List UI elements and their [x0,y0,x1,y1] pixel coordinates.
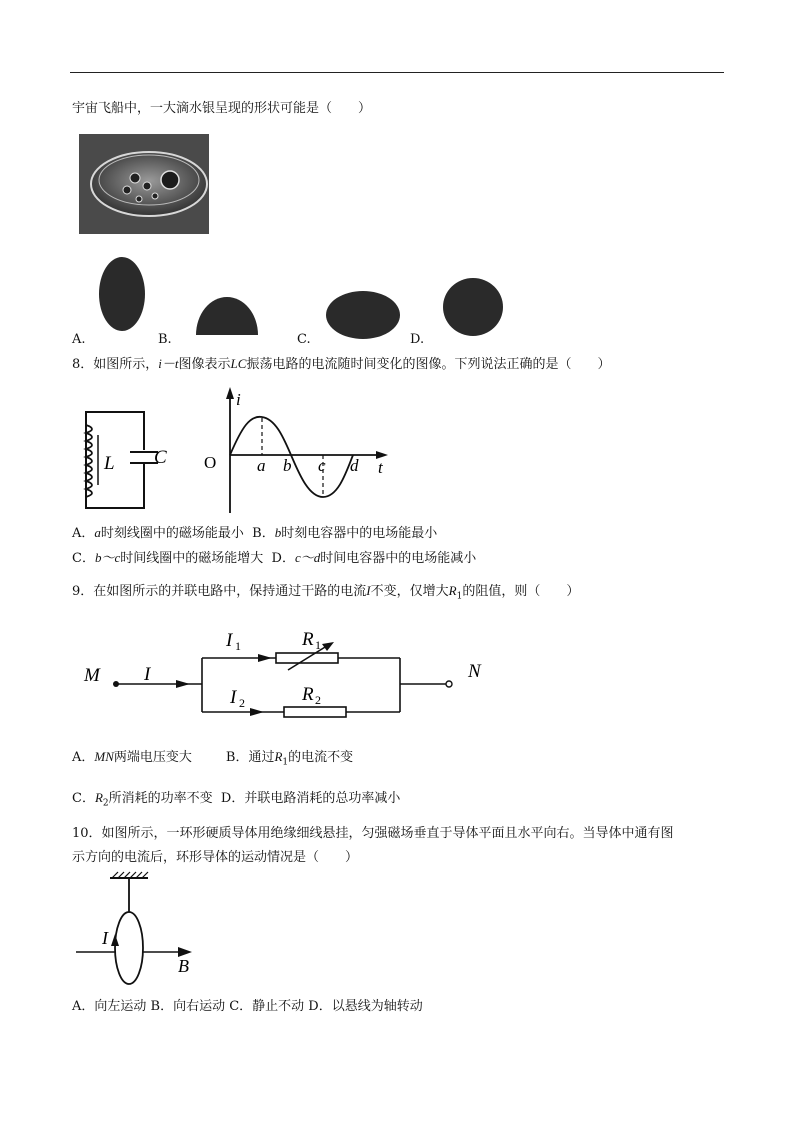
tick-a-label: a [257,456,266,475]
q8-options-row1 [72,525,437,542]
q9-opt-c-text: 所消耗的功率不变 [108,791,213,806]
tick-c-label: c [318,456,326,475]
branch2-current-sub: 2 [239,696,245,710]
q9-options-row1 [72,749,353,771]
q8-number: 8．如图所示， [72,357,159,372]
q8-lc: LC [230,356,247,371]
q8-opt-a-var: a [94,525,101,540]
ring-conductor-diagram [72,872,202,992]
q8-opt-b-var: b [274,525,282,540]
r2-label: R [302,684,314,705]
q7-option-b: B. [158,332,172,347]
q8-rest: 振荡电路的电流随时间变化的图像。下列说法正确的是（ ） [246,357,611,372]
q9-opt-b-var: R [274,749,283,764]
node-M-label: M [84,665,100,686]
q7-option-d: D. [410,332,425,347]
tick-d-label: d [350,456,359,475]
q8-opt-c-text: 时间线圈中的磁场能增大 [120,551,264,566]
r2-sub: 2 [315,693,321,707]
lc-circuit-diagram [78,405,178,515]
q8-opt-a-text: 时刻线圈中的磁场能最小 [100,526,244,541]
axis-t-label: t [378,458,383,477]
q8-opt-d-var: c～d [294,550,321,565]
q8-stem [72,356,610,373]
q8-opt-a-prefix: A． [72,526,95,541]
q7-option-c: C. [297,332,311,347]
q9-options-row2 [72,790,400,812]
q8-opt-c-prefix: C． [72,551,95,566]
capacitor-label: C [154,447,167,468]
mercury-dish-photo [79,134,209,234]
tick-b-label: b [283,456,292,475]
origin-label: O [204,453,217,472]
q9-stem-R-sub: 1 [456,591,463,602]
q8-opt-d-text: 时间电容器中的电场能减小 [320,551,477,566]
q9-stem [72,583,579,605]
q7-option-a: A. [72,332,86,347]
q9-opt-c-var: R [94,790,103,805]
q10-stem-line1: 10．如图所示，一环形硬质导体用绝缘细线悬挂，匀强磁场垂直于导体平面且水平向右。当导体中通有图 [72,826,674,841]
r1-label: R [302,629,314,650]
current-time-graph [200,385,400,515]
r1-sub: 1 [315,638,321,652]
parallel-circuit-diagram [78,620,498,730]
branch1-current-label: I [226,630,233,651]
header-rule [70,72,724,73]
q9-opt-b-text: 的电流不变 [288,750,354,765]
q9-opt-c-prefix: C． [72,791,95,806]
q9-opt-a-text: 两端电压变大 [113,750,192,765]
q9-opt-c-sub: 2 [102,798,109,809]
q10-stem-line2: 示方向的电流后，环形导体的运动情况是（ ） [72,850,359,865]
q9-opt-d-text: D．并联电路消耗的总功率减小 [220,791,401,806]
q8-opt-c-var: b～c [94,550,121,565]
q9-opt-b-prefix: B．通过 [225,750,275,765]
q7-stem: 宇宙飞船中，一大滴水银呈现的形状可能是（ ） [72,101,372,116]
field-B-label: B [178,956,189,976]
q10-options: A．向左运动 B．向右运动 C．静止不动 D．以悬线为轴转动 [72,999,423,1014]
branch2-current-label: I [230,687,237,708]
branch1-current-sub: 1 [235,639,241,653]
q8-opt-b-text: 时刻电容器中的电场能最小 [281,526,438,541]
axis-i-label: i [236,390,241,409]
q9-stem-pre: 9．在如图所示的并联电路中，保持通过干路的电流 [72,584,367,599]
q9-opt-a-var: MN [94,749,114,764]
q8-mid: 图像表示 [178,357,231,372]
q9-stem-mid: 不变，仅增大 [370,584,449,599]
q9-opt-a-prefix: A． [72,750,95,765]
node-N-label: N [468,661,481,682]
q9-opt-b-sub: 1 [282,757,289,768]
q7-shape-d [442,277,504,337]
main-current-label: I [144,664,151,685]
q8-options-row2 [72,550,476,567]
q7-shape-a [98,256,146,332]
q7-shape-c [325,290,401,340]
q7-shape-b [195,296,259,336]
ring-current-label: I [102,928,108,948]
q8-opt-d-prefix: D． [271,551,295,566]
q9-stem-I: I [366,583,371,598]
q8-opt-b-prefix: B． [252,526,275,541]
q9-stem-post: 的阻值，则（ ） [462,584,580,599]
q8-var-it: i－t [158,356,179,371]
q9-stem-R: R [448,583,457,598]
inductor-label: L [104,453,115,474]
